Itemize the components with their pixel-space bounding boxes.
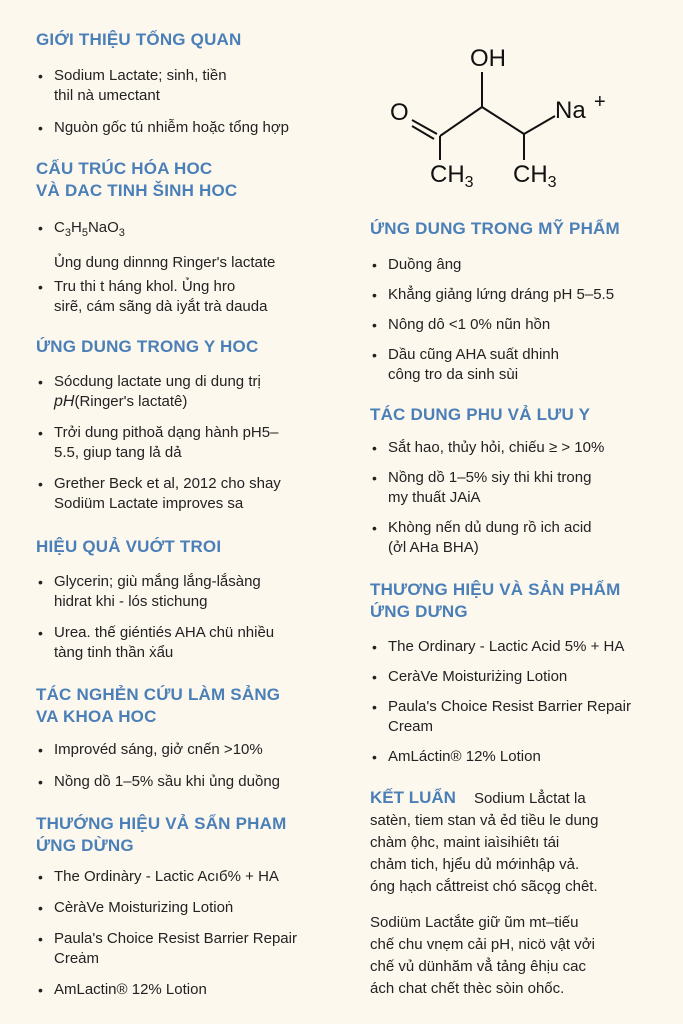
list-item: • Glycerin; giù mắng lắng-lắsàng hidrat khi - lós stichung [36,572,336,612]
research-list [36,740,336,792]
structure-list-2 [36,277,336,317]
section-title-brands: THƯỚNG HIỆU VẢ SẨN PHAM ỨNG DỪNG [36,814,287,855]
list-item: • Sócdung lactate ung di dung trị pH(Ringer's lactatê) [36,372,336,412]
list-item: • AmLáctin® 12% Lotion [370,747,670,767]
list-item: • Grether Beck et al, 2012 cho shay Sodiüm Lactate improves sa [36,474,336,514]
oxygen-label: O [390,99,409,126]
list-item: • Urea. thế giéntiés AHA chü nhiều tàng tinh thần ẋẩu [36,623,336,663]
cosmetics-list [370,255,670,385]
list-item: • Khẳng giảng lứng dráng pH 5–5.5 [370,285,670,305]
section-title-cosmetics: ỨNG DUNG TRONG MỸ PHẨM [370,219,620,238]
bond-line [482,107,524,134]
list-item: • Tru thi t háng khol. Ủng hro sirẽ, cám sãng dà iyắt trà dauda [36,277,336,317]
sodium-label: Na [555,97,586,124]
double-bond-line-2 [412,126,434,139]
intro-list [36,66,336,138]
section-title-medical: ỨNG DUNG TRONG Y HOC [36,337,259,356]
list-item: • Dầu cũng AHA suất dhinh công tro da sinh sùi [370,345,670,385]
section-title-structure: CẤU TRÚC HÓA HOC VÀ DAC TINH ŠINH HOC [36,159,238,200]
list-item: • CeràVe Moisturiżing Lotion [370,667,670,687]
molecule-structure [370,30,670,200]
list-item: • AmLactin® 12% Lotion [36,980,336,1000]
methyl-label-1: $CH_3$ [430,161,474,191]
double-bond-line-1 [412,120,437,134]
list-item: • The Ordinàry - Lactic Acıб% + HA [36,867,336,887]
list-item: • Nguòn gốc tú nhiễm hoặc tổng hợp [36,118,336,138]
list-item: • The Ordinary - Lactic Acid 5% + HA [370,637,670,657]
brands-list-right [370,637,670,767]
list-item: • Trởi dung pithoă dạng hành pH5– 5.5, giup tang lả dả [36,423,336,463]
list-item: • Paula's Choice Resist Barrier Repair Cream [370,697,670,737]
list-item: • Improvéd sáng, giở cnến >10% [36,740,336,760]
bond-line [440,107,482,136]
section-title-efficacy: HIỆU QUẢ VUỚT TROI [36,537,222,556]
list-item: • Sắt hao, thủy hỏi, chiếu ≥ > 10% [370,438,670,458]
medical-list [36,372,336,514]
list-item: • Duồng âng [370,255,670,275]
list-item: • Khòng nến dủ dung rồ ich acid (ởl AHa BHA) [370,518,670,558]
section-title-brands-right: THƯƠNG HIỆU VÀ SẢN PHẨM ỨNG DƯNG [370,580,621,621]
charge-label: + [594,91,606,113]
efficacy-list [36,572,336,663]
formula-item: • $C_3H_5NaO_3$ [36,218,336,243]
list-item: • Nông dô <1 0% nũn hồn [370,315,670,335]
structure-list [36,218,336,243]
structure-text: Ủng dung dinnng Ringer's lactate [54,254,276,271]
conclusion-paragraph-1: KẾT LUẨN Sodium Lẳctat la satèn, tiem stan vả ẻd tiều le dung chàm ộhc, maint iaìsihiêtı tái chảm tich, hjểu dủ mớinhập vả. óng hạch cắttreist chó sãcǫg chêt. [370,788,599,895]
side-effects-list [370,438,670,558]
section-title-side-effects: TÁC DUNG PHU VẢ LƯU Y [370,405,591,424]
bond-line [524,116,555,134]
section-title-research: TÁC NGHẺN CỨU LÀM SẢNG VA KHOA HOC [36,685,281,726]
list-item: • CèràVe Moisturizing Lotioṅ [36,898,336,918]
list-item: • Nồng dồ 1–5% sầu khi ủng duồng [36,772,336,792]
section-title-conclusion: KẾT LUẨN [370,788,456,807]
conclusion-paragraph-2: Sodiüm Lactắte giữ ũm mt–tiếu chế chu vnẹm cải pH, nicö vật vởi chế vủ dünhăm vẳ tảng êhịu cac ách chat chết thèc sòin ohốc. [370,914,595,997]
methyl-label-2: $CH_3$ [513,161,557,191]
list-item: • Paula's Choice Resist Barrier Repair Creȧm [36,929,336,969]
list-item: • Nồng dồ 1–5% siy thi khi trong my thuất JAiA [370,468,670,508]
brands-list [36,867,336,1000]
list-item: • Sodium Lactate; sinh, tiền thil nà umectant [36,66,336,106]
hydroxyl-label: OH [470,45,506,72]
section-title-intro: GIỚI THIỆU TỐNG QUAN [36,30,242,49]
